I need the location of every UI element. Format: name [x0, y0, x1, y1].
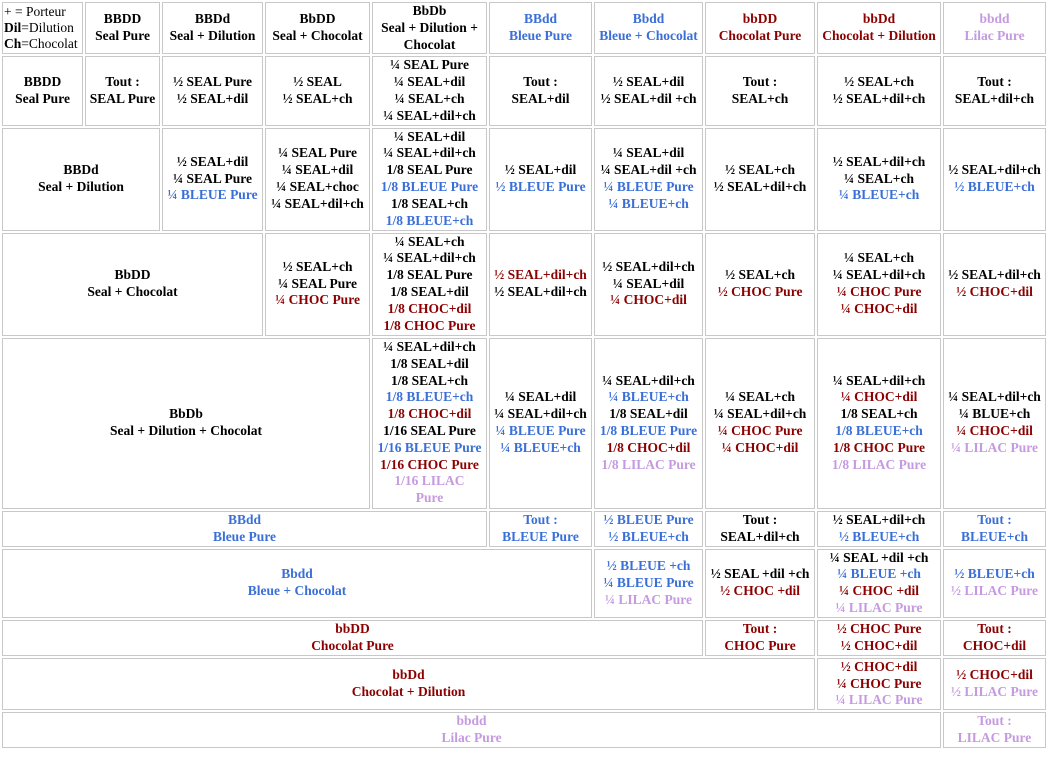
row-bbdd-lilac-pure: [2, 712, 1046, 748]
genotype-name: Seal + Dilution +: [381, 19, 478, 35]
offspring-result: 1/8 BLEUE+ch: [385, 212, 474, 228]
offspring-result: ¼ BLEUE Pure: [603, 574, 694, 590]
offspring-result: ½ SEAL+dil+ch: [948, 162, 1041, 178]
result-cell: [162, 56, 263, 125]
result-cell: [943, 338, 1046, 509]
offspring-result: ¼ CHOC Pure: [275, 292, 360, 308]
result-cell: [943, 620, 1046, 656]
offspring-result: ¼ BLEUE +ch: [837, 566, 921, 582]
result-cell: [372, 128, 487, 231]
offspring-result: ½ SEAL+dil+ch: [494, 267, 587, 283]
header-cell-bbdb-seal-dilution-chocolat: [372, 2, 487, 54]
genotype-name: Bleue + Chocolat: [599, 28, 698, 44]
genotype-code: bbDd: [392, 667, 425, 683]
offspring-result: 1/8 SEAL+ch: [840, 406, 918, 422]
offspring-result: ¼ SEAL +dil +ch: [829, 549, 929, 565]
offspring-result: CHOC+dil: [962, 637, 1027, 653]
genotype-code: BBDD: [103, 11, 142, 27]
offspring-result: Tout :: [977, 713, 1012, 729]
offspring-result: ½ CHOC+dil: [840, 637, 918, 653]
genotype-name: Seal + Chocolat: [87, 284, 178, 300]
offspring-result: ¼ SEAL+dil+ch: [948, 389, 1041, 405]
result-cell: [594, 338, 703, 509]
offspring-result: ½ SEAL+dil: [176, 153, 249, 169]
genotype-code: BBDd: [63, 162, 99, 178]
genotype-name: Bleue Pure: [508, 28, 573, 44]
offspring-result: ¼ SEAL+ch: [844, 170, 914, 186]
genotype-code: bbdd: [979, 11, 1010, 27]
genotype-name: Lilac Pure: [441, 730, 502, 746]
genotype-name: Seal + Dilution + Chocolat: [110, 423, 262, 439]
offspring-result: ½ CHOC Pure: [717, 284, 803, 300]
offspring-result: ½ SEAL+dil+ch: [494, 284, 587, 300]
row-label: [2, 620, 703, 656]
genotype-code: bbDD: [335, 620, 370, 636]
result-cell: [372, 338, 487, 509]
genotype-code: BbDb: [169, 406, 203, 422]
result-cell: [489, 233, 592, 336]
row-label: [2, 658, 815, 710]
row-label: [2, 56, 83, 125]
offspring-result: ¼ BLEUE+ch: [608, 389, 689, 405]
row-label: [2, 511, 487, 547]
offspring-result: ½ SEAL+dil: [504, 162, 577, 178]
result-cell: [817, 233, 941, 336]
genotype-code: BBdd: [227, 511, 262, 527]
offspring-result: 1/8 CHOC+dil: [387, 406, 472, 422]
offspring-result: 1/8 CHOC Pure: [833, 439, 925, 455]
offspring-result: ¼ SEAL+dil+ch: [494, 406, 587, 422]
genotype-name: Lilac Pure: [964, 28, 1025, 44]
result-cell: [943, 549, 1046, 618]
genotype-name: Chocolat Pure: [718, 28, 802, 44]
offspring-result: ½ BLEUE+ch: [608, 528, 689, 544]
row-bbdd-chocolat-dilution: [2, 658, 1046, 710]
genotype-code: BBDd: [194, 11, 231, 27]
header-cell-bbdd-seal: [85, 2, 160, 54]
result-cell: [705, 511, 815, 547]
offspring-result: ½ LILAC Pure: [950, 583, 1039, 599]
offspring-result: 1/8 SEAL+ch: [390, 372, 469, 388]
offspring-result: ¼ SEAL Pure: [278, 145, 357, 161]
offspring-result: 1/8 SEAL Pure: [386, 267, 473, 283]
offspring-result: ½ SEAL+dil +ch: [600, 90, 697, 106]
offspring-result: ½ CHOC +dil: [719, 583, 801, 599]
result-cell: [705, 620, 815, 656]
offspring-result: ¼ BLUE+ch: [958, 406, 1031, 422]
row-label: [2, 128, 160, 231]
offspring-result: ½ SEAL +dil +ch: [710, 566, 810, 582]
offspring-result: ½ BLEUE Pure: [495, 179, 586, 195]
offspring-result: BLEUE+ch: [961, 528, 1028, 544]
offspring-result: Tout :: [742, 74, 778, 90]
offspring-result: ¼ SEAL+dil+ch: [383, 250, 476, 266]
offspring-result: ¼ SEAL+dil+ch: [271, 195, 364, 211]
row-bbdb-seal-dilution-chocolat: [2, 338, 1046, 509]
result-cell: [705, 549, 815, 618]
offspring-result: BLEUE Pure: [502, 528, 579, 544]
offspring-result: ½ CHOC+dil: [956, 284, 1033, 300]
offspring-result: 1/8 BLEUE Pure: [380, 179, 479, 195]
result-cell: [489, 338, 592, 509]
result-cell: [943, 56, 1046, 125]
offspring-result: 1/8 CHOC+dil: [387, 300, 472, 316]
offspring-result: ½ BLEUE+ch: [954, 179, 1035, 195]
offspring-result: ½ SEAL+dil+ch: [832, 511, 926, 527]
header-cell-bbdd-bleue-chocolat: [594, 2, 703, 54]
offspring-result: Tout :: [742, 511, 778, 527]
offspring-result: ¼ SEAL+dil: [281, 162, 354, 178]
result-cell: [372, 233, 487, 336]
result-cell: [265, 128, 370, 231]
result-cell: [943, 511, 1046, 547]
offspring-result: ¼ SEAL+dil: [612, 275, 685, 291]
offspring-result: SEAL+dil: [511, 90, 570, 106]
result-cell: [594, 233, 703, 336]
offspring-result: ¼ SEAL+dil+ch: [383, 339, 476, 355]
row-bbdd-bleue-chocolat: [2, 549, 1046, 618]
offspring-result: Tout :: [977, 74, 1012, 90]
offspring-result: 1/8 BLEUE Pure: [599, 423, 698, 439]
result-cell: [162, 128, 263, 231]
offspring-result: Tout :: [977, 620, 1012, 636]
offspring-result: ¼ SEAL+dil: [504, 389, 577, 405]
offspring-result: ¼ SEAL+dil+ch: [383, 107, 476, 123]
offspring-result: ¼ SEAL Pure: [173, 170, 252, 186]
offspring-result: ½ SEAL+ch: [282, 258, 353, 274]
offspring-result: 1/8 CHOC+dil: [606, 439, 691, 455]
offspring-result: ½ LILAC Pure: [950, 683, 1039, 699]
result-cell: [817, 511, 941, 547]
offspring-result: ¼ LILAC Pure: [835, 599, 923, 615]
offspring-result: 1/16 LILAC: [394, 473, 465, 489]
offspring-result: ¼ SEAL Pure: [278, 275, 357, 291]
result-cell: [705, 338, 815, 509]
genotype-name: Chocolat + Dilution: [351, 683, 466, 699]
result-cell: [817, 56, 941, 125]
legend-cell: [2, 2, 83, 54]
genotype-code: bbDd: [862, 11, 896, 27]
offspring-result: ¼ LILAC Pure: [950, 439, 1039, 455]
result-cell: [594, 549, 703, 618]
genotype-code: BbDD: [114, 267, 151, 283]
offspring-result: ¼ SEAL+ch: [394, 90, 465, 106]
result-cell: [489, 56, 592, 125]
result-cell: [489, 128, 592, 231]
header-cell-bbdd-bleue: [489, 2, 592, 54]
legend-dilution: Dil=Dilution: [4, 20, 74, 36]
offspring-result: 1/16 SEAL Pure: [383, 423, 476, 439]
result-cell: [817, 549, 941, 618]
genotype-name: Chocolat: [403, 36, 456, 52]
offspring-result: ½ BLEUE+ch: [954, 566, 1035, 582]
offspring-result: ¼ CHOC+dil: [840, 300, 918, 316]
offspring-result: 1/16 BLEUE Pure: [377, 439, 482, 455]
row-bbdd-bleue-pure: [2, 511, 1046, 547]
offspring-result: ¼ BLEUE Pure: [167, 187, 258, 203]
genotype-code: BBdd: [523, 11, 558, 27]
offspring-result: ¼ BLEUE Pure: [495, 423, 586, 439]
offspring-result: ¼ SEAL+dil+ch: [602, 372, 695, 388]
offspring-result: ½ SEAL+dil+ch: [948, 267, 1041, 283]
result-cell: [943, 233, 1046, 336]
offspring-result: ¼ CHOC +dil: [838, 583, 920, 599]
offspring-result: 1/8 BLEUE+ch: [835, 423, 923, 439]
offspring-result: ½ BLEUE Pure: [603, 511, 694, 527]
offspring-result: ½ CHOC+dil: [956, 667, 1033, 683]
genotype-name: Seal Pure: [15, 90, 70, 106]
result-cell: [943, 712, 1046, 748]
header-cell-bbdd-chocolat-dilution: [817, 2, 941, 54]
offspring-result: 1/8 SEAL+dil: [390, 284, 469, 300]
offspring-result: 1/8 SEAL+dil: [609, 406, 688, 422]
offspring-result: ½ BLEUE+ch: [838, 528, 920, 544]
offspring-result: 1/8 CHOC Pure: [383, 317, 476, 333]
offspring-result: SEAL+dil+ch: [954, 90, 1035, 106]
offspring-result: ¼ SEAL+ch: [725, 389, 795, 405]
offspring-result: ¼ SEAL+dil: [393, 74, 466, 90]
offspring-result: 1/8 SEAL Pure: [386, 162, 473, 178]
offspring-result: ¼ BLEUE+ch: [608, 195, 689, 211]
row-label: [2, 712, 941, 748]
row-bbdd-chocolat-pure: [2, 620, 1046, 656]
offspring-result: Tout :: [523, 74, 558, 90]
offspring-result: ¼ BLEUE+ch: [838, 187, 920, 203]
offspring-result: ½ SEAL+dil: [612, 74, 685, 90]
header-cell-bbdd-seal-chocolat: [265, 2, 370, 54]
offspring-result: ½ SEAL+dil+ch: [602, 258, 695, 274]
result-cell: [705, 128, 815, 231]
offspring-result: SEAL Pure: [89, 90, 156, 106]
offspring-result: ½ SEAL+dil+ch: [832, 153, 926, 169]
row-bbdd-seal-chocolat: [2, 233, 1046, 336]
result-cell: [817, 620, 941, 656]
offspring-result: ½ SEAL+ch: [725, 267, 795, 283]
offspring-result: ¼ SEAL+ch: [394, 233, 465, 249]
offspring-result: ¼ CHOC+dil: [840, 389, 918, 405]
offspring-result: ¼ SEAL+dil+ch: [383, 145, 476, 161]
offspring-result: ¼ CHOC Pure: [836, 284, 922, 300]
offspring-result: ¼ SEAL+dil+ch: [713, 406, 807, 422]
offspring-result: SEAL+ch: [731, 90, 789, 106]
result-cell: [372, 56, 487, 125]
genotype-code: BbDD: [299, 11, 336, 27]
result-cell: [594, 128, 703, 231]
offspring-result: ¼ SEAL+choc: [276, 179, 359, 195]
header-cell-bbdd-chocolat: [705, 2, 815, 54]
offspring-result: 1/16 CHOC Pure: [380, 456, 479, 472]
result-cell: [705, 56, 815, 125]
offspring-result: ¼ CHOC Pure: [836, 675, 922, 691]
offspring-result: ½ SEAL: [293, 74, 342, 90]
offspring-result: ¼ CHOC+dil: [610, 292, 687, 308]
result-cell: [85, 56, 160, 125]
offspring-result: ¼ BLEUE Pure: [603, 179, 694, 195]
offspring-result: Tout :: [523, 511, 558, 527]
offspring-result: ¼ CHOC Pure: [717, 423, 803, 439]
offspring-result: 1/8 LILAC Pure: [831, 456, 927, 472]
offspring-result: ¼ CHOC+dil: [721, 439, 799, 455]
genotype-name: Seal + Chocolat: [272, 28, 363, 44]
result-cell: [265, 233, 370, 336]
offspring-result: Pure: [415, 490, 444, 506]
header-row: [2, 2, 1046, 54]
row-bbdd-seal-pure: [2, 56, 1046, 125]
offspring-result: Tout :: [105, 74, 140, 90]
result-cell: [594, 56, 703, 125]
genotype-code: bbDD: [742, 11, 778, 27]
row-label: [2, 549, 592, 618]
genotype-name: Chocolat + Dilution: [822, 28, 936, 44]
result-cell: [489, 511, 592, 547]
genotype-name: Bleue Pure: [212, 528, 277, 544]
offspring-result: ½ SEAL+dil: [176, 90, 249, 106]
header-cell-bbdd-lilac: [943, 2, 1046, 54]
offspring-result: ½ CHOC Pure: [836, 620, 922, 636]
genotype-code: bbdd: [456, 713, 487, 729]
offspring-result: ¼ SEAL+dil+ch: [832, 267, 926, 283]
offspring-result: ½ SEAL+dil+ch: [832, 90, 926, 106]
result-cell: [817, 128, 941, 231]
result-cell: [943, 128, 1046, 231]
result-cell: [817, 338, 941, 509]
offspring-result: SEAL+dil+ch: [720, 528, 800, 544]
offspring-result: ½ SEAL+ch: [844, 74, 914, 90]
result-cell: [705, 233, 815, 336]
offspring-result: ¼ CHOC+dil: [956, 423, 1033, 439]
genotype-name: Seal + Dilution: [38, 179, 124, 195]
genotype-name: Seal Pure: [95, 28, 150, 44]
offspring-result: ½ SEAL+ch: [282, 90, 353, 106]
offspring-result: 1/8 BLEUE+ch: [385, 389, 474, 405]
offspring-result: CHOC Pure: [724, 637, 796, 653]
offspring-result: ¼ SEAL+dil +ch: [600, 162, 697, 178]
offspring-result: ¼ LILAC Pure: [835, 692, 923, 708]
row-label: [2, 233, 263, 336]
legend-chocolat: Ch=Chocolat: [4, 36, 78, 52]
offspring-result: ½ BLEUE +ch: [606, 557, 691, 573]
result-cell: [943, 658, 1046, 710]
offspring-result: ¼ SEAL Pure: [390, 57, 469, 73]
genotype-name: Bleue + Chocolat: [247, 583, 347, 599]
offspring-result: ½ SEAL Pure: [173, 74, 252, 90]
offspring-result: ½ SEAL+ch: [725, 162, 795, 178]
result-cell: [817, 658, 941, 710]
genotype-name: Chocolat Pure: [311, 637, 394, 653]
genotype-code: Bbdd: [632, 11, 665, 27]
header-cell-bbdd-seal-dilution: [162, 2, 263, 54]
offspring-result: LILAC Pure: [957, 730, 1032, 746]
offspring-result: ¼ SEAL+ch: [844, 250, 914, 266]
row-label: [2, 338, 370, 509]
offspring-result: ½ CHOC+dil: [840, 658, 918, 674]
offspring-result: ¼ LILAC Pure: [604, 591, 693, 607]
offspring-result: 1/8 SEAL+ch: [390, 195, 469, 211]
genotype-code: BbDb: [412, 3, 447, 18]
legend-carrier: + = Porteur: [4, 4, 66, 20]
offspring-result: ¼ SEAL+dil+ch: [832, 372, 926, 388]
genotype-code: Bbdd: [281, 566, 313, 582]
row-bbdd-seal-dilution: [2, 128, 1046, 231]
offspring-result: ½ SEAL+dil+ch: [713, 179, 807, 195]
offspring-result: Tout :: [977, 511, 1012, 527]
offspring-result: ¼ BLEUE+ch: [500, 439, 581, 455]
offspring-result: ¼ SEAL+dil: [612, 145, 685, 161]
offspring-result: ¼ SEAL+dil: [393, 128, 466, 144]
genotype-name: Seal + Dilution: [169, 28, 256, 44]
result-cell: [594, 511, 703, 547]
offspring-result: 1/8 SEAL+dil: [390, 355, 469, 371]
offspring-result: 1/8 LILAC Pure: [601, 456, 696, 472]
result-cell: [265, 56, 370, 125]
offspring-result: Tout :: [742, 620, 778, 636]
genotype-code: BBDD: [23, 74, 62, 90]
